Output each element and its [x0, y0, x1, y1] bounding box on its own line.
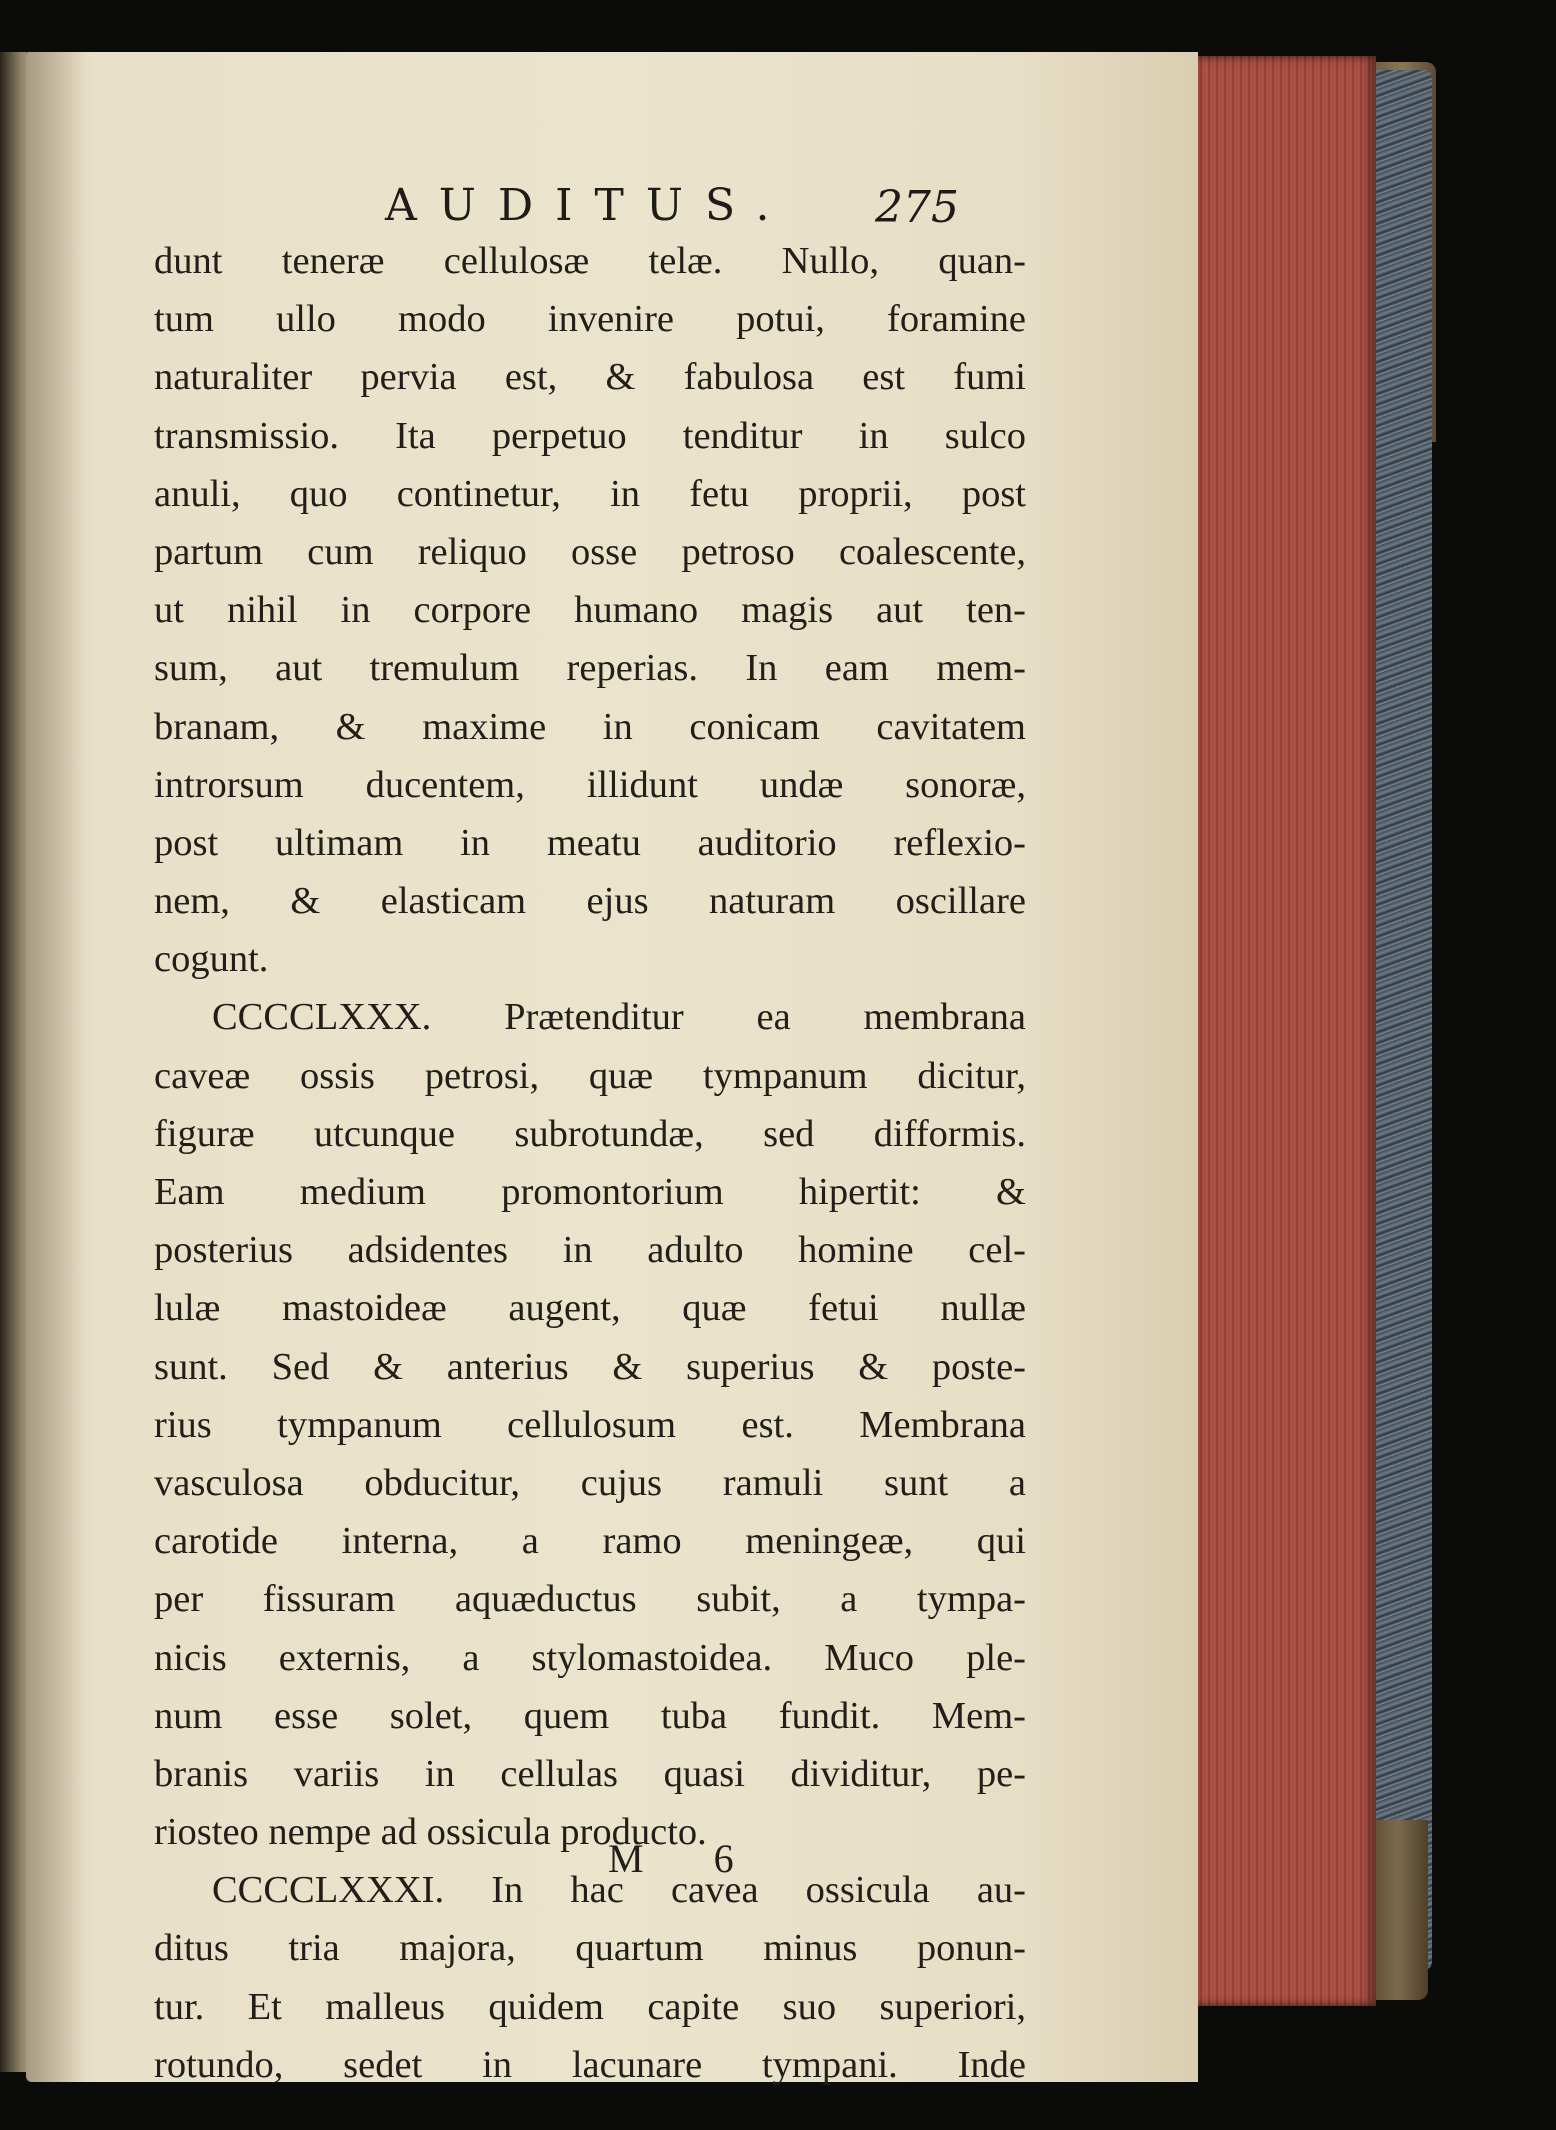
text-line: cogunt.: [154, 938, 269, 981]
body-text: [154, 232, 1026, 2094]
text-line: introrsum ducentem, illidunt undæ sonoræ,: [154, 763, 1026, 806]
text-line: lulæ mastoideæ augent, quæ fetui nullæ: [154, 1287, 1026, 1330]
text-line: transmissio. Ita perpetuo tenditur in sulco: [154, 414, 1026, 457]
page-header: [150, 168, 1050, 238]
signature-mark: M 6: [608, 1836, 764, 1881]
text-line: sunt. Sed & anterius & superius & poste-: [154, 1345, 1026, 1388]
text-line: ditus tria majora, quartum minus ponun-: [154, 1927, 1026, 1970]
text-line: branam, & maxime in conicam cavitatem: [154, 705, 1026, 748]
text-line: vasculosa obducitur, cujus ramuli sunt a: [154, 1461, 1026, 1504]
page-number: 275: [875, 182, 959, 233]
text-line: rius tympanum cellulosum est. Membrana: [154, 1403, 1026, 1446]
text-line: branis variis in cellulas quasi dividitur, pe-: [154, 1752, 1026, 1795]
text-line: posterius adsidentes in adulto homine cel-: [154, 1229, 1026, 1272]
text-line: riosteo nempe ad ossicula producto.: [154, 1811, 707, 1854]
text-line: num esse solet, quem tuba fundit. Mem-: [154, 1694, 1026, 1737]
marbled-cover: [1370, 70, 1432, 1970]
text-line: partum cum reliquo osse petroso coalescente,: [154, 530, 1026, 573]
text-line: Eam medium promontorium hipertit: &: [154, 1171, 1026, 1213]
running-head: AUDITUS.: [385, 180, 792, 231]
text-line: ut nihil in corpore humano magis aut ten-: [154, 589, 1026, 632]
text-line: sum, aut tremulum reperias. In eam mem-: [154, 647, 1026, 690]
text-line: CCCCLXXXI. In hac cavea ossicula au-: [212, 1869, 1026, 1912]
text-line: nicis externis, a stylomastoidea. Muco ple-: [154, 1636, 1026, 1679]
text-line: figuræ utcunque subrotundæ, sed difformis.: [154, 1112, 1026, 1155]
text-line: rotundo, sedet in lacunare tympani. Inde: [154, 2043, 1026, 2086]
text-line: anuli, quo continetur, in fetu proprii, post: [154, 472, 1026, 515]
text-line: tur. Et malleus quidem capite suo superiori,: [154, 1985, 1026, 2028]
text-line: carotide interna, a ramo meningeæ, qui: [154, 1520, 1026, 1563]
text-line: dunt teneræ cellulosæ telæ. Nullo, quan-: [154, 240, 1026, 282]
text-line: post ultimam in meatu auditorio reflexio-: [154, 821, 1026, 864]
red-page-edges: [1188, 56, 1376, 2006]
text-line: naturaliter pervia est, & fabulosa est fumi: [154, 356, 1026, 399]
text-line: tum ullo modo invenire potui, foramine: [154, 298, 1026, 341]
text-line: nem, & elasticam ejus naturam oscillare: [154, 880, 1026, 923]
cover-board-bottom: [1368, 1820, 1428, 2000]
text-line: CCCCLXXX. Prætenditur ea membrana: [212, 996, 1026, 1039]
text-line: caveæ ossis petrosi, quæ tympanum dicitur,: [154, 1054, 1026, 1097]
spine-shadow: [26, 52, 86, 2082]
text-line: per fissuram aquæductus subit, a tympa-: [154, 1578, 1026, 1621]
